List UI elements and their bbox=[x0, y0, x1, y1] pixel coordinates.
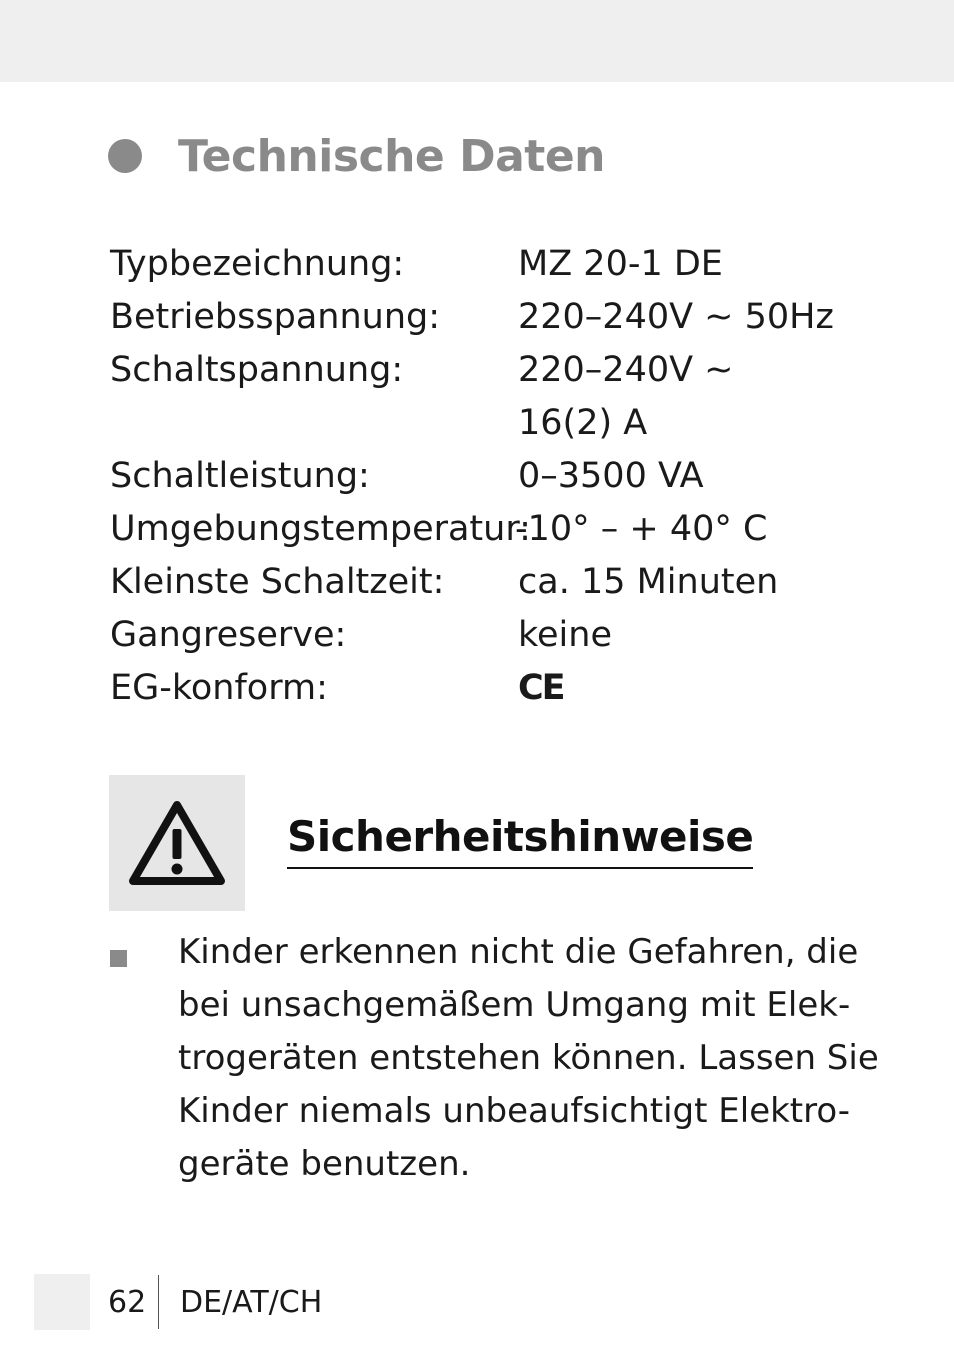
spec-label: EG-konform: bbox=[110, 668, 328, 708]
spec-value: 220–240V ~ 16(2) A bbox=[518, 350, 734, 443]
spec-label: Kleinste Schaltzeit: bbox=[110, 562, 445, 602]
warning-icon-box bbox=[109, 775, 245, 911]
safety-heading: Sicherheitshinweise bbox=[287, 812, 753, 869]
spec-label: Schaltspannung: bbox=[110, 350, 404, 390]
ce-mark-icon: CE bbox=[518, 668, 564, 708]
warning-triangle-icon bbox=[127, 799, 227, 887]
spec-label: Typbezeichnung: bbox=[110, 244, 405, 284]
footer-language: DE/AT/CH bbox=[180, 1285, 323, 1320]
safety-hint bbox=[110, 926, 879, 1191]
spec-label: Schaltleistung: bbox=[110, 456, 370, 496]
hint-text: Kinder erkennen nicht die Gefahren, die bei unsachgemäßem Umgang mit Elek- trogeräten entstehen können. Lassen Sie Kinder niemals unbeaufsichtigt Elektro- geräte benutzen. bbox=[178, 932, 879, 1184]
spec-label: Gangreserve: bbox=[110, 615, 347, 655]
spec-value bbox=[518, 662, 564, 715]
footer-divider bbox=[158, 1275, 159, 1329]
square-bullet-icon bbox=[110, 950, 127, 967]
spec-value: 0–3500 VA bbox=[518, 456, 704, 496]
section-title: Technische Daten bbox=[178, 130, 605, 182]
footer-tab bbox=[34, 1274, 90, 1330]
heading-bullet-icon bbox=[108, 139, 142, 173]
spec-value: ca. 15 Minuten bbox=[518, 562, 779, 602]
spec-label: Betriebsspannung: bbox=[110, 297, 441, 337]
spec-value: MZ 20-1 DE bbox=[518, 244, 723, 284]
spec-value: 220–240V ~ 50Hz bbox=[518, 297, 834, 337]
section-heading bbox=[108, 126, 605, 186]
spec-value: keine bbox=[518, 615, 612, 655]
spec-label: Umgebungstemperatur: bbox=[110, 509, 531, 549]
top-band bbox=[0, 0, 954, 82]
spec-value: -10° – + 40° C bbox=[515, 509, 768, 549]
page-number: 62 bbox=[108, 1285, 147, 1320]
